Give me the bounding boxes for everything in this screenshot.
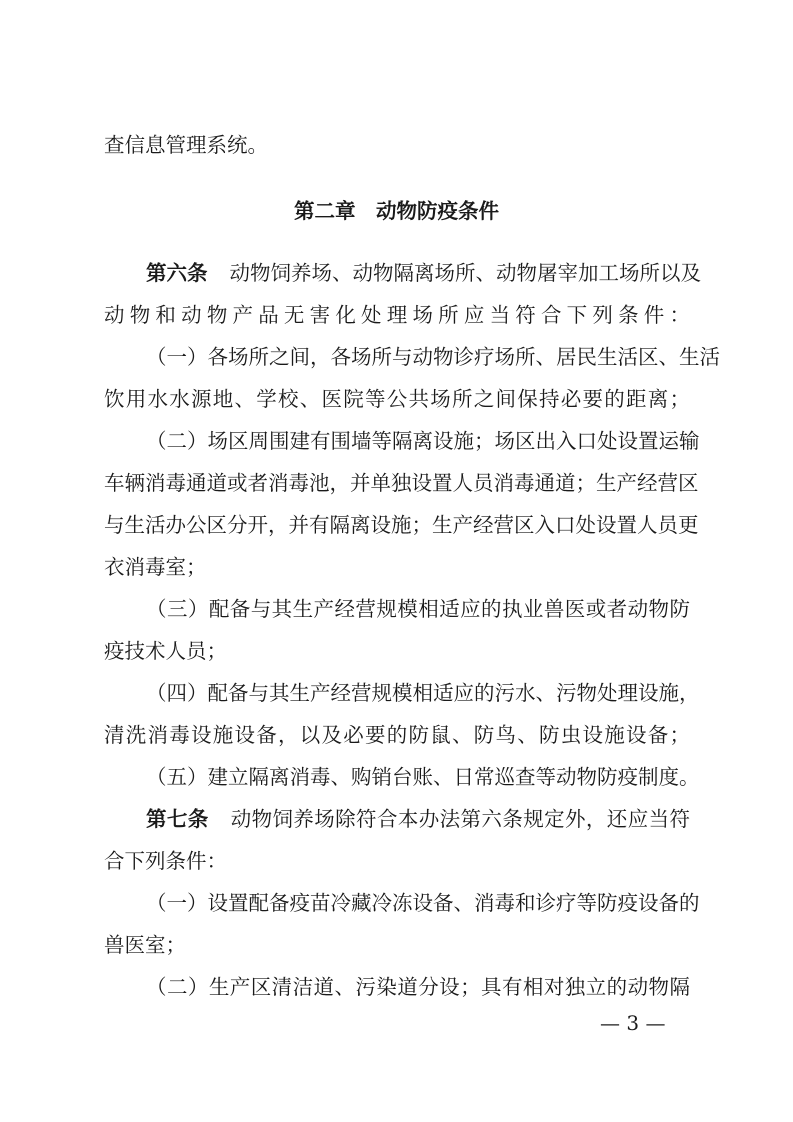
paragraph-line: （一）设置配备疫苗冷藏冷冻设备、消毒和诊疗等防疫设备的 [146, 891, 700, 915]
paragraph-line: 查信息管理系统。 [104, 133, 268, 157]
paragraph-line: （五）建立隔离消毒、购销台账、日常巡查等动物防疫制度。 [146, 765, 700, 789]
article-label: 第七条 [146, 807, 209, 831]
paragraph-line: 车辆消毒通道或者消毒池，并单独设置人员消毒通道；生产经营区 [104, 471, 699, 495]
paragraph-line: 衣消毒室； [104, 555, 207, 579]
chapter-heading: 第二章 动物防疫条件 [294, 199, 499, 223]
paragraph-line: （二）场区周围建有围墙等隔离设施；场区出入口处设置运输 [146, 429, 700, 453]
paragraph-line: 与生活办公区分开，并有隔离设施；生产经营区入口处设置人员更 [104, 513, 699, 537]
paragraph-line: 饮用水水源地、学校、医院等公共场所之间保持必要的距离； [104, 387, 690, 411]
paragraph-line: （三）配备与其生产经营规模相适应的执业兽医或者动物防 [146, 597, 690, 621]
paragraph-line: 动物和动物产品无害化处理场所应当符合下列条件： [104, 303, 690, 327]
article-label: 第六条 [146, 261, 208, 285]
paragraph-line: （二）生产区清洁道、污染道分设；具有相对独立的动物隔 [146, 975, 690, 999]
paragraph-line: 清洗消毒设施设备，以及必要的防鼠、防鸟、防虫设施设备； [104, 723, 690, 747]
paragraph-line: （一）各场所之间，各场所与动物诊疗场所、居民生活区、生活 [146, 345, 720, 369]
article-7-first-line: 第七条 动物饲养场除符合本办法第六条规定外，还应当符 [146, 807, 690, 831]
paragraph-line: 疫技术人员； [104, 639, 227, 663]
article-6-first-line: 第六条 动物饲养场、动物隔离场所、动物屠宰加工场所以及 [146, 261, 701, 285]
page-number: — 3 — [600, 1011, 666, 1035]
paragraph-line: 兽医室； [104, 933, 186, 957]
paragraph-line: 合下列条件： [104, 849, 227, 873]
paragraph-line: （四）配备与其生产经营规模相适应的污水、污物处理设施， [146, 681, 700, 705]
